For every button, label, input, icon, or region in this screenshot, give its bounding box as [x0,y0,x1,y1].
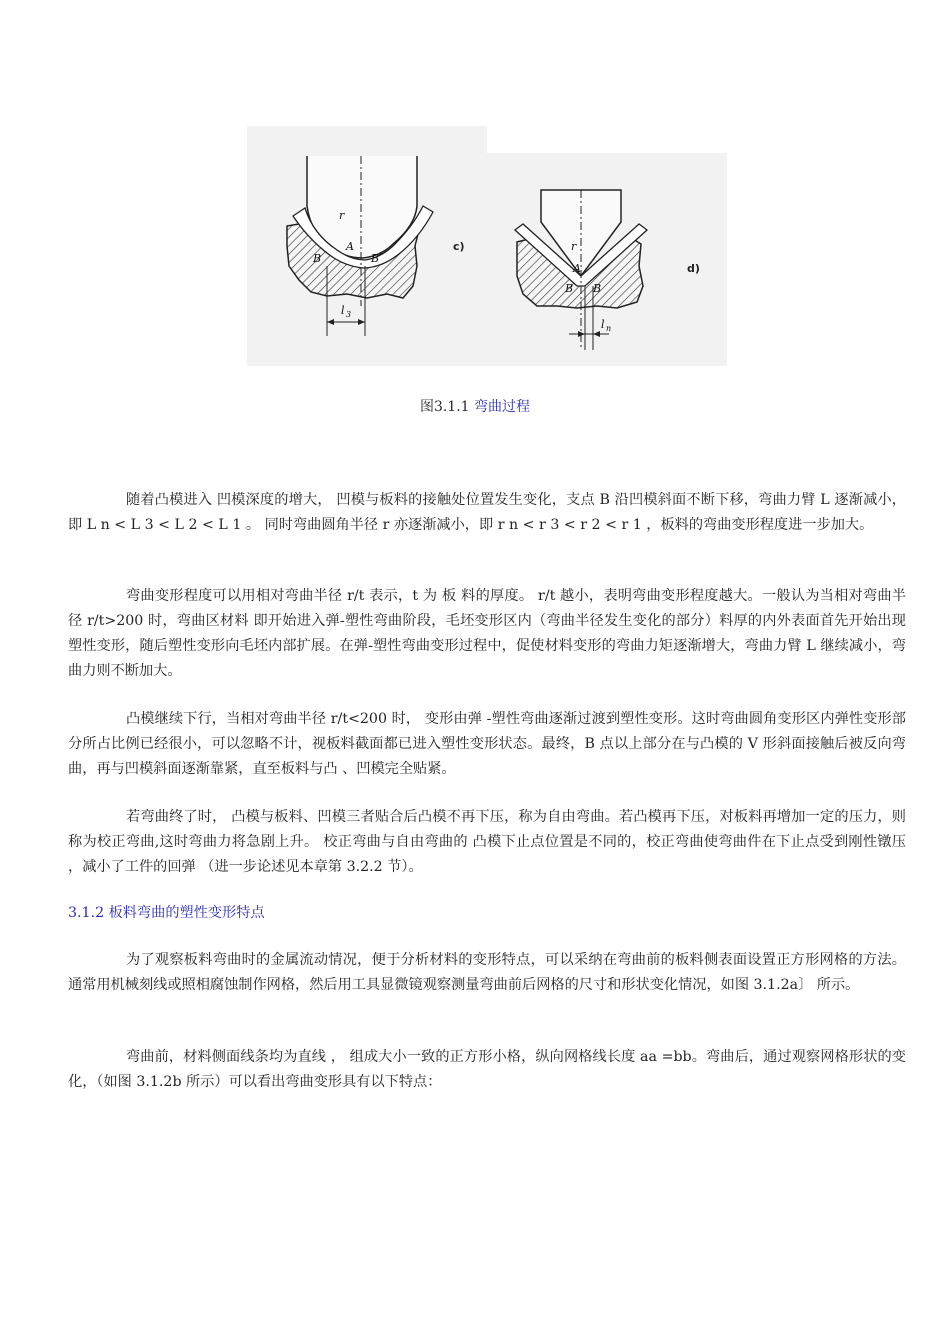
figure-label-d: d) [687,262,700,275]
bending-process-figure [247,126,727,366]
figure-label-c: c) [453,240,465,253]
paragraph-3: 凸模继续下行，当相对弯曲半径 r/t<200 时， 变形由弹 -塑性弯曲逐渐过渡到塑性变形。这时弯曲圆角变形区内弹性变形部分所占比例已经很小，可以忽略不计，视板料截面都已进入塑性变形状态。最终，B 点以上部分在与凸模的 V 形斜面接触后被反向弯曲，再与凹模斜面逐渐靠紧，直至板料与凸 、凹模完全贴紧。 [68,711,906,777]
label-A-c: A [346,240,354,253]
label-B-left-d: B [565,282,574,295]
label-B-right-c: B [371,252,380,265]
paragraph-6: 弯曲前，材料侧面线条均为直线 ， 组成大小一致的正方形小格，纵向网格线长度 aa =bb。弯曲后，通过观察网格形状的变化，（如图 3.1.2b 所示）可以看出弯曲变形具有以下特点： [68,1049,906,1090]
label-B-right-d: B [593,282,602,295]
label-l-d: l [601,318,605,331]
label-B-left-c: B [313,252,322,265]
paragraph-5: 为了观察板料弯曲时的金属流动情况，便于分析材料的变形特点，可以采纳在弯曲前的板料侧表面设置正方形网格的方法。通常用机械刻线或照相腐蚀制作网格，然后用工具显微镜观察测量弯曲前后网格的尺寸和形状变化情况，如图 3.1.2a〕 所示。 [68,952,906,993]
figure-caption [0,396,950,416]
label-l-sub-c: 3 [346,310,352,319]
label-l-c: l [341,304,345,317]
label-r-c: r [339,209,345,222]
label-r-d: r [571,240,577,253]
label-A-d: A [573,262,581,275]
caption-prefix: 图3.1.1 [419,399,475,415]
label-l-sub-d: n [606,324,612,333]
paragraph-2: 弯曲变形程度可以用相对弯曲半径 r/t 表示，t 为 板 料的厚度。 r/t 越小，表明弯曲变形程度越大。一般认为当相对弯曲半径 r/t>200 时，弯曲区材料 即开始进入弹-塑性弯曲阶段，毛坯变形区内（弯曲半径发生变化的部分）料厚的内外表面首先开始出现塑性变形，随后塑性变形向毛坯内部扩展。在弹-塑性弯曲变形过程中，促使材料变形的弯曲力矩逐渐增大，弯曲力臂 L 继续减小，弯曲力则不断加大。 [68,588,906,679]
paragraph-1: 随着凸模进入 凹模深度的增大， 凹模与板料的接触处位置发生变化，支点 B 沿凹模斜面不断下移，弯曲力臂 L 逐渐减小，即 L n < L 3 < L 2 < L 1 。 同时弯曲圆角半径 r 亦逐渐减小，即 r n < r 3 < r 2 < r 1 ，板料的弯曲变形程度进一步加大。 [68,492,906,533]
section-heading: 3.1.2 板料弯曲的塑性变形特点 [68,905,265,921]
caption-title: 弯曲过程 [474,399,531,415]
bending-diagram [247,126,727,366]
paragraph-4: 若弯曲终了时， 凸模与板料、凹模三者贴合后凸模不再下压，称为自由弯曲。若凸模再下压，对板料再增加一定的压力，则称为校正弯曲,这时弯曲力将急剧上升。 校正弯曲与自由弯曲的 凸模下止点位置是不同的，校正弯曲使弯曲件在下止点受到刚性镦压 ，减小了工件的回弹 （进一步论述见本章第 3.2.2 节）。 [68,809,906,875]
